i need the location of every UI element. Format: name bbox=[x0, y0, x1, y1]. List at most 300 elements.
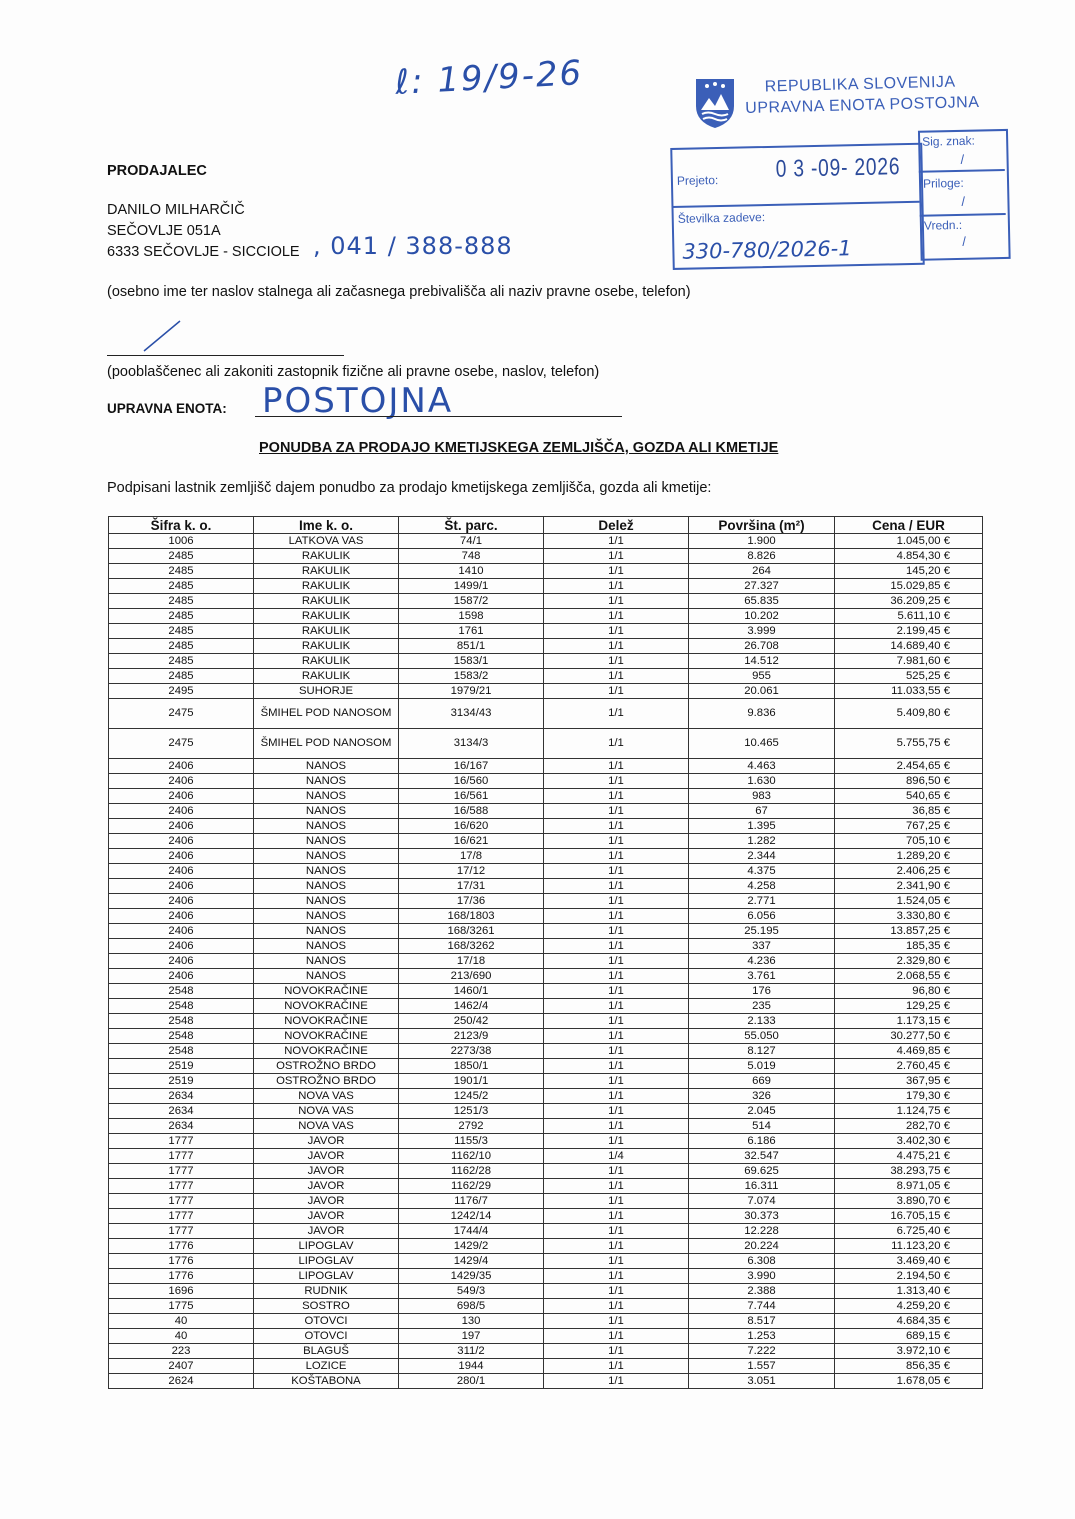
cell-price: 856,35 € bbox=[835, 1359, 983, 1374]
cell-share: 1/1 bbox=[544, 774, 689, 789]
cell-parcel-number: 311/2 bbox=[399, 1344, 544, 1359]
cell-cadastral-name: RAKULIK bbox=[254, 564, 399, 579]
cell-area: 1.395 bbox=[689, 819, 835, 834]
cell-cadastral-code: 1777 bbox=[109, 1194, 254, 1209]
cell-price: 5.611,10 € bbox=[835, 609, 983, 624]
cell-cadastral-code: 1776 bbox=[109, 1269, 254, 1284]
cell-price: 2.194,50 € bbox=[835, 1269, 983, 1284]
table-row bbox=[109, 954, 983, 969]
cell-cadastral-code: 2634 bbox=[109, 1089, 254, 1104]
cell-cadastral-name: NOVA VAS bbox=[254, 1089, 399, 1104]
cell-area: 8.127 bbox=[689, 1044, 835, 1059]
cell-cadastral-code: 40 bbox=[109, 1314, 254, 1329]
cell-parcel-number: 1744/4 bbox=[399, 1224, 544, 1239]
cell-cadastral-name: NANOS bbox=[254, 894, 399, 909]
seller-phone: , 041 / 388-888 bbox=[313, 232, 513, 260]
cell-cadastral-name: NANOS bbox=[254, 804, 399, 819]
cell-area: 32.547 bbox=[689, 1149, 835, 1164]
cell-parcel-number: 1460/1 bbox=[399, 984, 544, 999]
cell-parcel-number: 16/620 bbox=[399, 819, 544, 834]
table-row bbox=[109, 549, 983, 564]
cell-cadastral-name: NOVOKRAČINE bbox=[254, 1044, 399, 1059]
table-row bbox=[109, 684, 983, 699]
case-number-label: Številka zadeve: bbox=[677, 210, 766, 226]
table-row bbox=[109, 1239, 983, 1254]
table-row bbox=[109, 1164, 983, 1179]
header-cadastral-name: Ime k. o. bbox=[254, 517, 399, 534]
cell-area: 9.836 bbox=[689, 699, 835, 729]
table-row bbox=[109, 1314, 983, 1329]
cell-share: 1/1 bbox=[544, 1299, 689, 1314]
cell-cadastral-code: 1777 bbox=[109, 1134, 254, 1149]
stamp-line-2: UPRAVNA ENOTA POSTOJNA bbox=[745, 93, 980, 118]
cell-cadastral-name: NANOS bbox=[254, 954, 399, 969]
cell-parcel-number: 16/560 bbox=[399, 774, 544, 789]
cell-area: 1.900 bbox=[689, 534, 835, 549]
cell-price: 6.725,40 € bbox=[835, 1224, 983, 1239]
cell-price: 14.689,40 € bbox=[835, 639, 983, 654]
cell-cadastral-code: 2624 bbox=[109, 1374, 254, 1389]
cell-area: 4.236 bbox=[689, 954, 835, 969]
cell-share: 1/1 bbox=[544, 1209, 689, 1224]
cell-cadastral-name: NANOS bbox=[254, 909, 399, 924]
table-row bbox=[109, 774, 983, 789]
case-number: 330-780/2026-1 bbox=[682, 236, 852, 264]
cell-parcel-number: 197 bbox=[399, 1329, 544, 1344]
cell-area: 55.050 bbox=[689, 1029, 835, 1044]
cell-area: 8.517 bbox=[689, 1314, 835, 1329]
cell-area: 4.375 bbox=[689, 864, 835, 879]
cell-cadastral-code: 2634 bbox=[109, 1119, 254, 1134]
table-row bbox=[109, 594, 983, 609]
cell-cadastral-name: ŠMIHEL POD NANOSOM bbox=[254, 699, 399, 729]
cell-share: 1/1 bbox=[544, 624, 689, 639]
cell-cadastral-name: JAVOR bbox=[254, 1194, 399, 1209]
cell-parcel-number: 280/1 bbox=[399, 1374, 544, 1389]
cell-cadastral-name: NANOS bbox=[254, 939, 399, 954]
cell-cadastral-name: BLAGUŠ bbox=[254, 1344, 399, 1359]
cell-cadastral-code: 2406 bbox=[109, 894, 254, 909]
cell-area: 6.308 bbox=[689, 1254, 835, 1269]
cell-price: 4.469,85 € bbox=[835, 1044, 983, 1059]
cell-price: 38.293,75 € bbox=[835, 1164, 983, 1179]
table-row bbox=[109, 879, 983, 894]
cell-parcel-number: 168/3261 bbox=[399, 924, 544, 939]
cell-parcel-number: 1598 bbox=[399, 609, 544, 624]
cell-parcel-number: 1429/2 bbox=[399, 1239, 544, 1254]
cell-parcel-number: 851/1 bbox=[399, 639, 544, 654]
cell-price: 3.330,80 € bbox=[835, 909, 983, 924]
cell-cadastral-code: 1777 bbox=[109, 1209, 254, 1224]
cell-area: 67 bbox=[689, 804, 835, 819]
cell-share: 1/1 bbox=[544, 1074, 689, 1089]
cell-parcel-number: 1462/4 bbox=[399, 999, 544, 1014]
table-row bbox=[109, 789, 983, 804]
cell-parcel-number: 1162/10 bbox=[399, 1149, 544, 1164]
cell-parcel-number: 748 bbox=[399, 549, 544, 564]
cell-share: 1/1 bbox=[544, 609, 689, 624]
cell-share: 1/1 bbox=[544, 684, 689, 699]
cell-area: 1.557 bbox=[689, 1359, 835, 1374]
seller-city: 6333 SEČOVLJE - SICCIOLE bbox=[107, 244, 300, 260]
cell-price: 1.045,00 € bbox=[835, 534, 983, 549]
cell-share: 1/1 bbox=[544, 924, 689, 939]
cell-area: 14.512 bbox=[689, 654, 835, 669]
received-label: Prejeto: bbox=[676, 172, 719, 188]
cell-share: 1/1 bbox=[544, 1164, 689, 1179]
cell-share: 1/1 bbox=[544, 909, 689, 924]
cell-area: 7.222 bbox=[689, 1344, 835, 1359]
table-row bbox=[109, 1194, 983, 1209]
cell-cadastral-code: 1777 bbox=[109, 1224, 254, 1239]
cell-cadastral-code: 2634 bbox=[109, 1104, 254, 1119]
cell-parcel-number: 1251/3 bbox=[399, 1104, 544, 1119]
cell-parcel-number: 2792 bbox=[399, 1119, 544, 1134]
cell-price: 13.857,25 € bbox=[835, 924, 983, 939]
cell-area: 235 bbox=[689, 999, 835, 1014]
cell-cadastral-name: LATKOVA VAS bbox=[254, 534, 399, 549]
cell-cadastral-code: 2548 bbox=[109, 1044, 254, 1059]
cell-cadastral-code: 2485 bbox=[109, 624, 254, 639]
cell-area: 6.186 bbox=[689, 1134, 835, 1149]
cell-area: 12.228 bbox=[689, 1224, 835, 1239]
table-row bbox=[109, 1299, 983, 1314]
cell-cadastral-code: 2485 bbox=[109, 594, 254, 609]
cell-area: 4.258 bbox=[689, 879, 835, 894]
cell-parcel-number: 1583/2 bbox=[399, 669, 544, 684]
cell-share: 1/1 bbox=[544, 534, 689, 549]
cell-cadastral-code: 2406 bbox=[109, 864, 254, 879]
cell-cadastral-name: JAVOR bbox=[254, 1164, 399, 1179]
cell-cadastral-code: 40 bbox=[109, 1329, 254, 1344]
cell-area: 3.990 bbox=[689, 1269, 835, 1284]
cell-share: 1/1 bbox=[544, 864, 689, 879]
cell-share: 1/1 bbox=[544, 969, 689, 984]
cell-price: 2.454,65 € bbox=[835, 759, 983, 774]
cell-share: 1/1 bbox=[544, 1029, 689, 1044]
cell-cadastral-code: 2548 bbox=[109, 1014, 254, 1029]
table-row bbox=[109, 579, 983, 594]
table-row bbox=[109, 1359, 983, 1374]
cell-area: 65.835 bbox=[689, 594, 835, 609]
cell-cadastral-name: NOVA VAS bbox=[254, 1104, 399, 1119]
cell-cadastral-name: NANOS bbox=[254, 819, 399, 834]
cell-share: 1/1 bbox=[544, 1044, 689, 1059]
header-price: Cena / EUR bbox=[835, 517, 983, 534]
table-row bbox=[109, 1119, 983, 1134]
table-row bbox=[109, 894, 983, 909]
cell-area: 6.056 bbox=[689, 909, 835, 924]
cell-area: 514 bbox=[689, 1119, 835, 1134]
cell-cadastral-code: 2406 bbox=[109, 879, 254, 894]
cell-share: 1/1 bbox=[544, 984, 689, 999]
cell-parcel-number: 16/167 bbox=[399, 759, 544, 774]
cell-parcel-number: 168/1803 bbox=[399, 909, 544, 924]
cell-area: 7.074 bbox=[689, 1194, 835, 1209]
cell-price: 525,25 € bbox=[835, 669, 983, 684]
parcels-table bbox=[108, 516, 983, 1389]
cell-price: 2.329,80 € bbox=[835, 954, 983, 969]
cell-parcel-number: 16/588 bbox=[399, 804, 544, 819]
seller-heading: PRODAJALEC bbox=[107, 163, 207, 179]
cell-area: 1.282 bbox=[689, 834, 835, 849]
cell-parcel-number: 1155/3 bbox=[399, 1134, 544, 1149]
cell-area: 20.061 bbox=[689, 684, 835, 699]
admin-unit-line bbox=[255, 416, 622, 417]
cell-parcel-number: 74/1 bbox=[399, 534, 544, 549]
cell-share: 1/1 bbox=[544, 669, 689, 684]
cell-cadastral-name: NANOS bbox=[254, 864, 399, 879]
cell-cadastral-code: 1776 bbox=[109, 1239, 254, 1254]
sig-mark: / bbox=[960, 151, 965, 167]
cell-cadastral-name: RUDNIK bbox=[254, 1284, 399, 1299]
cell-area: 26.708 bbox=[689, 639, 835, 654]
cell-cadastral-name: NANOS bbox=[254, 834, 399, 849]
cell-share: 1/1 bbox=[544, 1239, 689, 1254]
cell-area: 10.465 bbox=[689, 729, 835, 759]
cell-cadastral-name: JAVOR bbox=[254, 1224, 399, 1239]
table-row bbox=[109, 1134, 983, 1149]
intro-text: Podpisani lastnik zemljišč dajem ponudbo za prodajo kmetijskega zemljišča, gozda ali kmetije: bbox=[107, 480, 712, 496]
cell-parcel-number: 213/690 bbox=[399, 969, 544, 984]
cell-cadastral-code: 2548 bbox=[109, 1029, 254, 1044]
table-row bbox=[109, 984, 983, 999]
cell-share: 1/1 bbox=[544, 1224, 689, 1239]
cell-cadastral-name: RAKULIK bbox=[254, 654, 399, 669]
cell-parcel-number: 17/36 bbox=[399, 894, 544, 909]
cell-parcel-number: 1410 bbox=[399, 564, 544, 579]
cell-cadastral-code: 2475 bbox=[109, 699, 254, 729]
header-area: Površina (m²) bbox=[689, 517, 835, 534]
cell-area: 669 bbox=[689, 1074, 835, 1089]
cell-area: 27.327 bbox=[689, 579, 835, 594]
cell-parcel-number: 1850/1 bbox=[399, 1059, 544, 1074]
table-row bbox=[109, 1179, 983, 1194]
cell-price: 185,35 € bbox=[835, 939, 983, 954]
table-row bbox=[109, 534, 983, 549]
cell-cadastral-code: 2406 bbox=[109, 954, 254, 969]
cell-price: 5.755,75 € bbox=[835, 729, 983, 759]
admin-unit-value: POSTOJNA bbox=[262, 381, 454, 421]
cell-price: 896,50 € bbox=[835, 774, 983, 789]
cell-share: 1/1 bbox=[544, 1014, 689, 1029]
cell-price: 1.678,05 € bbox=[835, 1374, 983, 1389]
table-row bbox=[109, 999, 983, 1014]
cell-cadastral-code: 1696 bbox=[109, 1284, 254, 1299]
stamp-line-1: REPUBLIKA SLOVENIJA bbox=[764, 73, 956, 96]
cell-share: 1/1 bbox=[544, 1374, 689, 1389]
cell-area: 2.344 bbox=[689, 849, 835, 864]
cell-parcel-number: 698/5 bbox=[399, 1299, 544, 1314]
cell-price: 2.199,45 € bbox=[835, 624, 983, 639]
cell-cadastral-name: RAKULIK bbox=[254, 639, 399, 654]
cell-price: 179,30 € bbox=[835, 1089, 983, 1104]
stamp-header bbox=[744, 71, 979, 119]
cell-parcel-number: 1242/14 bbox=[399, 1209, 544, 1224]
cell-price: 767,25 € bbox=[835, 819, 983, 834]
cell-price: 1.313,40 € bbox=[835, 1284, 983, 1299]
cell-parcel-number: 1761 bbox=[399, 624, 544, 639]
cell-price: 36,85 € bbox=[835, 804, 983, 819]
cell-share: 1/1 bbox=[544, 594, 689, 609]
cell-cadastral-code: 2406 bbox=[109, 789, 254, 804]
table-row bbox=[109, 1149, 983, 1164]
cell-cadastral-code: 2406 bbox=[109, 849, 254, 864]
cell-share: 1/1 bbox=[544, 1194, 689, 1209]
table-row bbox=[109, 924, 983, 939]
cell-parcel-number: 1944 bbox=[399, 1359, 544, 1374]
cell-parcel-number: 16/621 bbox=[399, 834, 544, 849]
cell-area: 2.771 bbox=[689, 894, 835, 909]
value-label: Vredn.: bbox=[923, 217, 963, 233]
cell-cadastral-name: JAVOR bbox=[254, 1209, 399, 1224]
received-date: 0 3 -09- 2026 bbox=[775, 153, 901, 183]
cell-cadastral-name: SUHORJE bbox=[254, 684, 399, 699]
attachments-label: Priloge: bbox=[922, 175, 964, 191]
value-mark: / bbox=[962, 233, 967, 249]
cell-price: 4.259,20 € bbox=[835, 1299, 983, 1314]
table-row bbox=[109, 564, 983, 579]
cell-share: 1/1 bbox=[544, 939, 689, 954]
cell-area: 1.630 bbox=[689, 774, 835, 789]
seller-street: SEČOVLJE 051A bbox=[107, 223, 221, 239]
cell-price: 16.705,15 € bbox=[835, 1209, 983, 1224]
table-row bbox=[109, 1269, 983, 1284]
cell-share: 1/1 bbox=[544, 1119, 689, 1134]
cell-cadastral-code: 2548 bbox=[109, 984, 254, 999]
cell-cadastral-code: 2548 bbox=[109, 999, 254, 1014]
cell-share: 1/1 bbox=[544, 699, 689, 729]
cell-area: 8.826 bbox=[689, 549, 835, 564]
cell-price: 145,20 € bbox=[835, 564, 983, 579]
cell-area: 5.019 bbox=[689, 1059, 835, 1074]
cell-parcel-number: 3134/43 bbox=[399, 699, 544, 729]
cell-price: 129,25 € bbox=[835, 999, 983, 1014]
cell-share: 1/1 bbox=[544, 579, 689, 594]
table-row bbox=[109, 609, 983, 624]
cell-share: 1/1 bbox=[544, 1059, 689, 1074]
cell-share: 1/1 bbox=[544, 549, 689, 564]
cell-price: 30.277,50 € bbox=[835, 1029, 983, 1044]
cell-cadastral-name: NOVA VAS bbox=[254, 1119, 399, 1134]
cell-cadastral-name: LIPOGLAV bbox=[254, 1254, 399, 1269]
table-row bbox=[109, 1284, 983, 1299]
proxy-signature-line bbox=[107, 355, 344, 356]
cell-cadastral-name: RAKULIK bbox=[254, 669, 399, 684]
cell-share: 1/1 bbox=[544, 1254, 689, 1269]
parcel-rows bbox=[109, 534, 983, 1389]
cell-parcel-number: 17/31 bbox=[399, 879, 544, 894]
cell-cadastral-name: NOVOKRAČINE bbox=[254, 1029, 399, 1044]
cell-share: 1/1 bbox=[544, 804, 689, 819]
cell-parcel-number: 2273/38 bbox=[399, 1044, 544, 1059]
cell-price: 705,10 € bbox=[835, 834, 983, 849]
cell-parcel-number: 1499/1 bbox=[399, 579, 544, 594]
cell-price: 96,80 € bbox=[835, 984, 983, 999]
cell-price: 1.289,20 € bbox=[835, 849, 983, 864]
seller-name: DANILO MILHARČIČ bbox=[107, 202, 245, 218]
cell-share: 1/4 bbox=[544, 1149, 689, 1164]
cell-share: 1/1 bbox=[544, 729, 689, 759]
document-title: PONUDBA ZA PRODAJO KMETIJSKEGA ZEMLJIŠČA, GOZDA ALI KMETIJE bbox=[259, 440, 779, 456]
cell-parcel-number: 1901/1 bbox=[399, 1074, 544, 1089]
header-cadastral-code: Šifra k. o. bbox=[109, 517, 254, 534]
cell-price: 3.890,70 € bbox=[835, 1194, 983, 1209]
table-row bbox=[109, 849, 983, 864]
cell-cadastral-name: JAVOR bbox=[254, 1179, 399, 1194]
cell-share: 1/1 bbox=[544, 1314, 689, 1329]
cell-parcel-number: 168/3262 bbox=[399, 939, 544, 954]
cell-cadastral-name: OTOVCI bbox=[254, 1329, 399, 1344]
cell-cadastral-code: 2406 bbox=[109, 909, 254, 924]
cell-cadastral-name: LIPOGLAV bbox=[254, 1239, 399, 1254]
cell-cadastral-code: 2406 bbox=[109, 939, 254, 954]
cell-parcel-number: 1162/29 bbox=[399, 1179, 544, 1194]
table-row bbox=[109, 1014, 983, 1029]
cell-area: 2.133 bbox=[689, 1014, 835, 1029]
cell-area: 264 bbox=[689, 564, 835, 579]
header-parcel-number: Št. parc. bbox=[399, 517, 544, 534]
cell-cadastral-code: 2407 bbox=[109, 1359, 254, 1374]
cell-cadastral-code: 2485 bbox=[109, 639, 254, 654]
cell-cadastral-code: 2485 bbox=[109, 669, 254, 684]
cell-area: 326 bbox=[689, 1089, 835, 1104]
cell-cadastral-name: NANOS bbox=[254, 849, 399, 864]
cell-cadastral-name: NOVOKRAČINE bbox=[254, 1014, 399, 1029]
table-row bbox=[109, 1059, 983, 1074]
table-row bbox=[109, 1104, 983, 1119]
cell-price: 2.068,55 € bbox=[835, 969, 983, 984]
cell-cadastral-name: RAKULIK bbox=[254, 594, 399, 609]
cell-cadastral-name: NANOS bbox=[254, 969, 399, 984]
cell-cadastral-name: RAKULIK bbox=[254, 549, 399, 564]
cell-cadastral-name: NANOS bbox=[254, 879, 399, 894]
cell-parcel-number: 1587/2 bbox=[399, 594, 544, 609]
cell-parcel-number: 17/18 bbox=[399, 954, 544, 969]
table-row bbox=[109, 624, 983, 639]
table-row bbox=[109, 1044, 983, 1059]
cell-parcel-number: 1429/35 bbox=[399, 1269, 544, 1284]
cell-price: 8.971,05 € bbox=[835, 1179, 983, 1194]
cell-price: 2.760,45 € bbox=[835, 1059, 983, 1074]
cell-price: 4.684,35 € bbox=[835, 1314, 983, 1329]
cell-cadastral-code: 2406 bbox=[109, 924, 254, 939]
table-row bbox=[109, 1089, 983, 1104]
cell-parcel-number: 2123/9 bbox=[399, 1029, 544, 1044]
cell-cadastral-name: RAKULIK bbox=[254, 624, 399, 639]
cell-cadastral-name: NOVOKRAČINE bbox=[254, 984, 399, 999]
table-row bbox=[109, 759, 983, 774]
cell-area: 955 bbox=[689, 669, 835, 684]
cell-cadastral-code: 2485 bbox=[109, 579, 254, 594]
table-row bbox=[109, 729, 983, 759]
table-row bbox=[109, 804, 983, 819]
cell-share: 1/1 bbox=[544, 834, 689, 849]
proxy-caption: (pooblaščenec ali zakoniti zastopnik fizične ali pravne osebe, naslov, telefon) bbox=[107, 364, 600, 380]
cell-area: 1.253 bbox=[689, 1329, 835, 1344]
cell-price: 3.402,30 € bbox=[835, 1134, 983, 1149]
cell-cadastral-code: 2485 bbox=[109, 564, 254, 579]
cell-area: 30.373 bbox=[689, 1209, 835, 1224]
cell-share: 1/1 bbox=[544, 1284, 689, 1299]
cell-share: 1/1 bbox=[544, 1104, 689, 1119]
cell-parcel-number: 1429/4 bbox=[399, 1254, 544, 1269]
table-row bbox=[109, 1209, 983, 1224]
cell-share: 1/1 bbox=[544, 894, 689, 909]
seller-caption: (osebno ime ter naslov stalnega ali začasnega prebivališča ali naziv pravne osebe, telefon) bbox=[107, 284, 691, 300]
table-row bbox=[109, 654, 983, 669]
cell-price: 3.469,40 € bbox=[835, 1254, 983, 1269]
